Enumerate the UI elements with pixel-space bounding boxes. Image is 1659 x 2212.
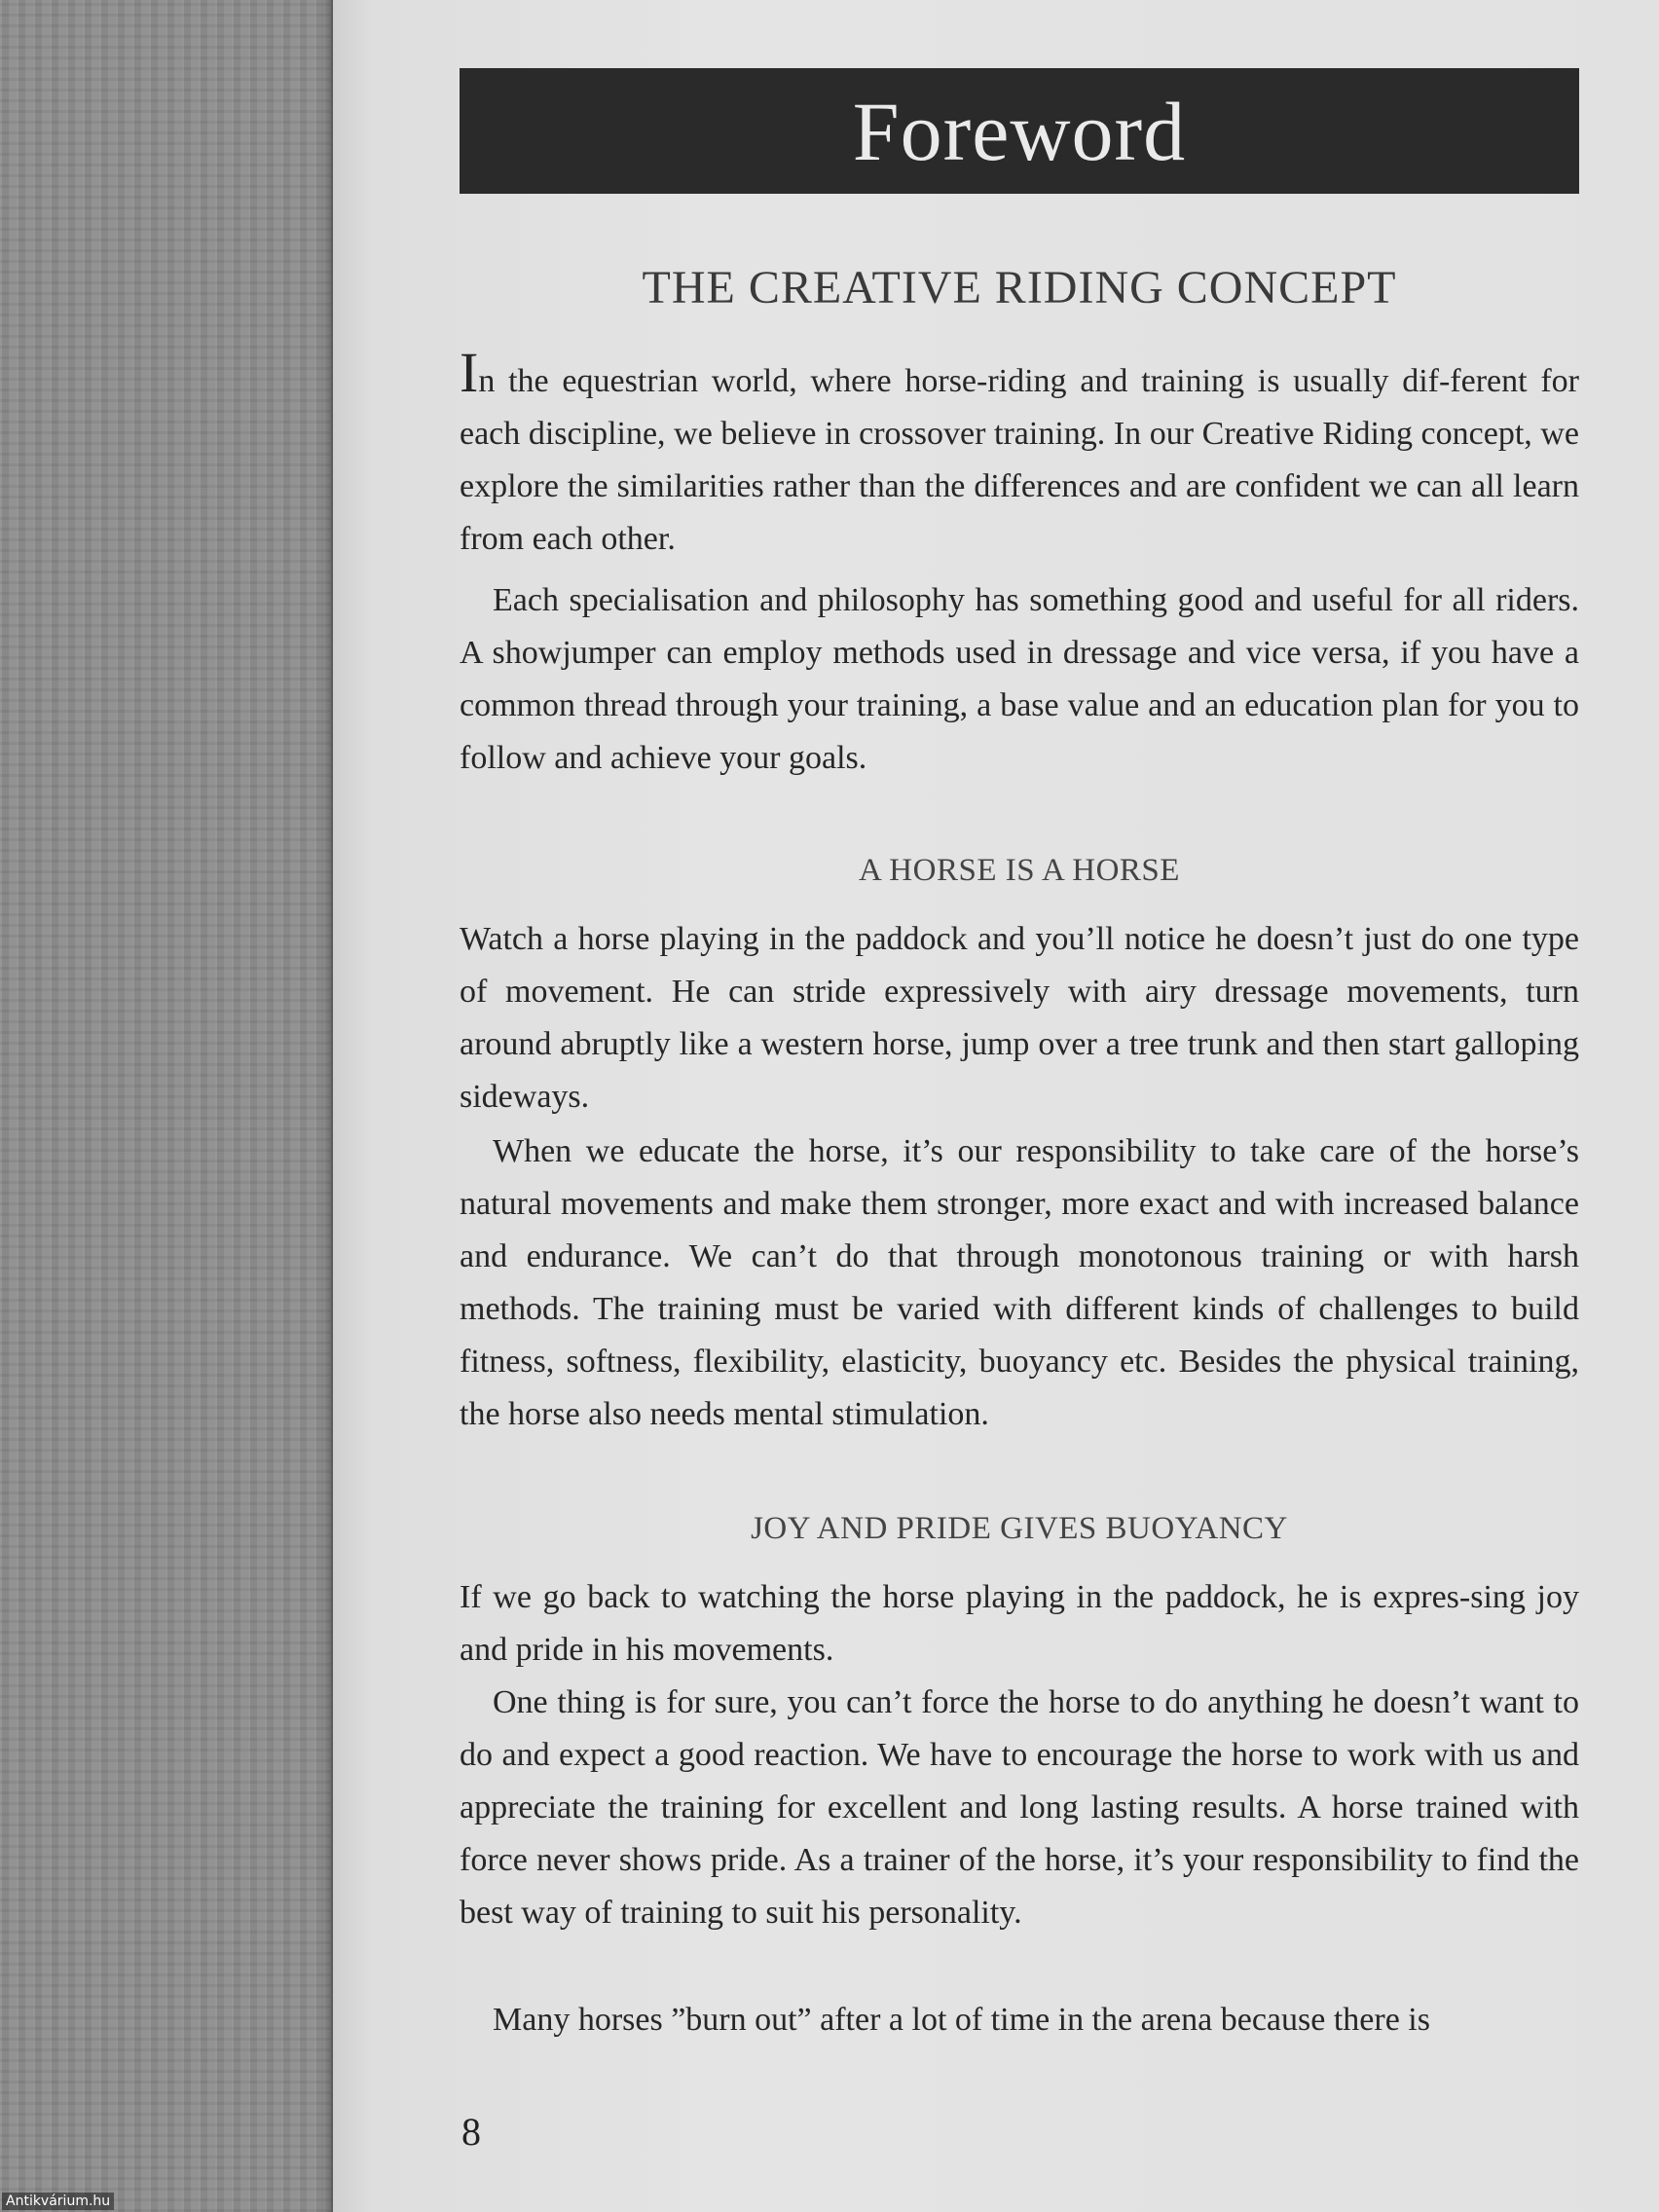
subheading-horse: A HORSE IS A HORSE: [859, 853, 1180, 888]
main-heading: THE CREATIVE RIDING CONCEPT: [642, 262, 1397, 313]
joy-paragraph-2: One thing is for sure, you can’t force the horse to do anything he doesn’t want to do and expect a good reaction. We have to encourage the horse to work with us and appreciate the training for excellent and long lasting results. A horse trained with force never shows pride. As a trainer of the horse, it’s your responsibility to find the best way of training to suit his personality.: [460, 1684, 1579, 1931]
horse-paragraph-1: Watch a horse playing in the paddock and you’ll notice he doesn’t just do one type of movement. He can stride expressively with airy dressage movements, turn around abruptly like a western horse, jump over a tree trunk and then start galloping sideways.: [460, 921, 1579, 1115]
horse-paragraph-2: When we educate the horse, it’s our responsibility to take care of the horse’s natural movements and make them stronger, more exact and with increased balance and endurance. We can’t do that through monotonous training or with harsh methods. The training must be varied with different kinds of challenges to build fitness, softness, flexibility, elasticity, buoyancy etc. Besides the physical training, the horse also needs mental stimulation.: [460, 1133, 1579, 1432]
page-number: 8: [461, 2110, 481, 2154]
subheading-joy: JOY AND PRIDE GIVES BUOYANCY: [751, 1511, 1288, 1546]
intro-paragraph-2: Each specialisation and philosophy has something good and useful for all riders. A showjumper can employ methods used in dressage and vice versa, if you have a common thread through your training, a base value and an education plan for you to follow and achieve your goals.: [460, 582, 1579, 776]
wood-table-surface: [0, 0, 331, 2212]
drop-cap: I: [460, 341, 479, 404]
chapter-header-bar: [460, 68, 1579, 194]
book-page: [333, 0, 1659, 2212]
intro-paragraph-1-text: n the equestrian world, where horse-riding and training is usually dif-ferent for each discipline, we believe in crossover training. In our Creative Riding concept, we explore the similarities rather than the differences and are confident we can all learn from each other.: [460, 363, 1579, 557]
joy-paragraph-3: Many horses ”burn out” after a lot of time in the arena because there is: [493, 2002, 1430, 2038]
watermark-text: Antikvárium.hu: [2, 2193, 114, 2210]
joy-paragraph-1: If we go back to watching the horse playing in the paddock, he is expres-sing joy and pride in his movements.: [460, 1579, 1579, 1668]
intro-paragraph-1: [460, 341, 1579, 566]
chapter-title: Foreword: [852, 84, 1187, 178]
